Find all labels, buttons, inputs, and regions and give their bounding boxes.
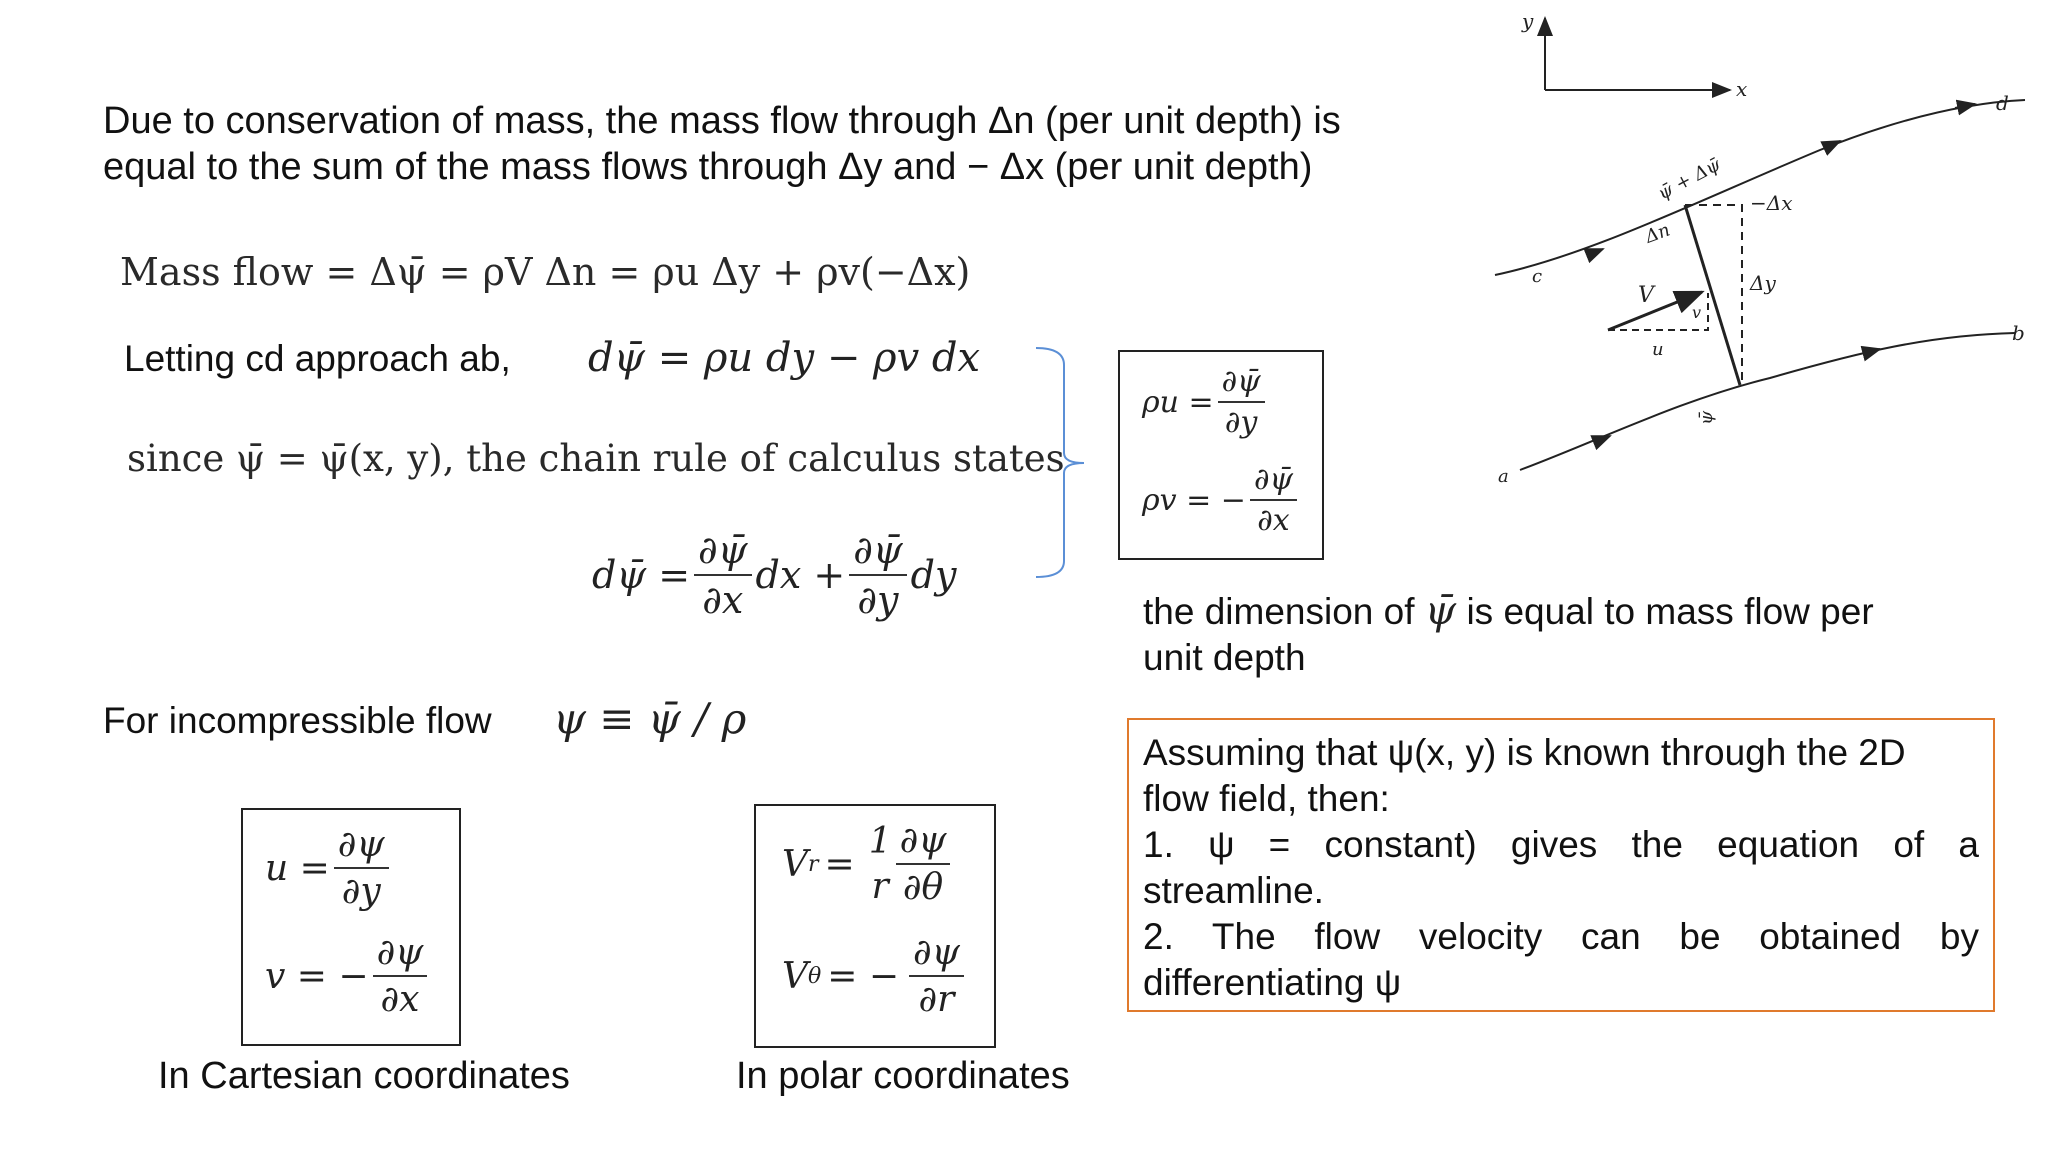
label-delta-n: Δn bbox=[1642, 219, 1673, 248]
label-psi-plus: ψ̄ + Δψ̄ bbox=[1654, 154, 1725, 205]
label-psi: ψ̄ bbox=[1696, 410, 1717, 425]
cartesian-u-fraction bbox=[334, 824, 389, 912]
label-minus-dx: −Δx bbox=[1750, 191, 1793, 215]
polar-vr-equals: = bbox=[824, 843, 855, 885]
letting-label: Letting cd approach ab, bbox=[124, 338, 511, 379]
rho-v-fraction bbox=[1250, 462, 1297, 538]
streamline-ab-arrow-2 bbox=[1865, 349, 1880, 353]
velocity-vector bbox=[1608, 292, 1702, 330]
streamline-diagram bbox=[1440, 0, 2040, 500]
polar-vt-lhs: V bbox=[782, 955, 808, 997]
streamline-ab bbox=[1520, 333, 2015, 470]
polar-vr-subscript: r bbox=[808, 851, 819, 877]
label-dy: Δy bbox=[1750, 271, 1776, 295]
label-c: c bbox=[1532, 266, 1543, 287]
streamline-cd-arrow-2 bbox=[1825, 141, 1840, 148]
incompressible-label: For incompressible flow bbox=[103, 700, 492, 741]
polar-vr-fraction bbox=[896, 820, 951, 908]
chain-rule-equation bbox=[592, 528, 956, 622]
mass-flow-equation: Mass flow = Δψ̄ = ρV Δn = ρu Δy + ρv(−Δx) bbox=[120, 250, 971, 294]
chain-lhs: dψ̄ = bbox=[592, 553, 691, 597]
assumption-line-4: streamline. bbox=[1143, 870, 1324, 911]
rho-v-lhs: ρv = − bbox=[1142, 482, 1246, 518]
polar-vt-numerator: ∂ψ bbox=[909, 932, 964, 977]
label-d: d bbox=[1996, 91, 2009, 115]
polar-vr-coef-numerator: 1 bbox=[868, 821, 892, 862]
streamline-cd-arrow-1 bbox=[1588, 249, 1603, 255]
right-brace bbox=[1030, 345, 1090, 580]
polar-vt-fraction bbox=[909, 932, 964, 1020]
polar-vt-equation bbox=[782, 932, 968, 1020]
cartesian-u-numerator: ∂ψ bbox=[334, 824, 389, 869]
polar-vt-equals: = − bbox=[827, 955, 900, 997]
rho-u-fraction bbox=[1218, 364, 1265, 440]
assumption-line-6: differentiating ψ bbox=[1143, 962, 1402, 1003]
polar-vr-lhs: V bbox=[782, 843, 808, 885]
label-v: v bbox=[1692, 303, 1702, 322]
polar-vr-coef-denominator: r bbox=[871, 866, 889, 907]
axis-y-label: y bbox=[1522, 9, 1534, 33]
rho-u-numerator: ∂ψ̄ bbox=[1218, 364, 1265, 403]
chain-frac2-numerator: ∂ψ̄ bbox=[849, 528, 906, 576]
streamline-cd bbox=[1495, 100, 2025, 275]
polar-vr-coef-fraction bbox=[865, 821, 896, 907]
dimension-text-a: the dimension of bbox=[1143, 591, 1415, 632]
assumption-line-5: 2. The flow velocity can be obtained by bbox=[1143, 916, 1979, 957]
cartesian-caption: In Cartesian coordinates bbox=[158, 1055, 570, 1097]
chain-rule-text: since ψ̄ = ψ̄(x, y), the chain rule of calculus states bbox=[127, 437, 1065, 480]
assumption-line-2: flow field, then: bbox=[1143, 778, 1390, 819]
intro-text bbox=[103, 98, 1341, 190]
partial-derivative-box bbox=[1118, 350, 1324, 560]
cartesian-v-lhs: v = − bbox=[265, 955, 369, 997]
polar-vr-equation bbox=[782, 820, 954, 908]
label-V: V bbox=[1638, 283, 1654, 308]
assumption-line-3: 1. ψ = constant) gives the equation of a bbox=[1143, 824, 1979, 865]
dimension-psi-symbol: ψ̄ bbox=[1424, 588, 1457, 634]
cartesian-u-equation bbox=[265, 824, 393, 912]
polar-vt-subscript: θ bbox=[808, 963, 822, 989]
assumption-box bbox=[1127, 718, 1995, 1012]
cartesian-u-denominator: ∂y bbox=[341, 871, 381, 912]
label-b: b bbox=[2012, 321, 2025, 345]
polar-box bbox=[754, 804, 996, 1048]
chain-frac2-denominator: ∂y bbox=[857, 578, 899, 622]
chain-frac1-numerator: ∂ψ̄ bbox=[694, 528, 751, 576]
dimension-text-b: is equal to mass flow per bbox=[1466, 591, 1874, 632]
rho-u-equation bbox=[1142, 364, 1269, 440]
intro-line-1: Due to conservation of mass, the mass flow through Δn (per unit depth) is bbox=[103, 100, 1341, 142]
cartesian-v-fraction bbox=[373, 932, 428, 1020]
dimension-note bbox=[1143, 588, 1874, 681]
polar-vr-denominator: ∂θ bbox=[902, 867, 944, 908]
label-a: a bbox=[1498, 466, 1509, 487]
dpsi-equation: dψ̄ = ρu dy − ρv dx bbox=[588, 335, 981, 381]
cartesian-v-numerator: ∂ψ bbox=[373, 932, 428, 977]
chain-fraction-2 bbox=[849, 528, 906, 622]
dimension-line-1 bbox=[1143, 588, 1874, 635]
incompressible-formula: ψ ≡ ψ̄ / ρ bbox=[553, 694, 747, 743]
axis-x-label: x bbox=[1736, 77, 1748, 101]
polar-caption: In polar coordinates bbox=[736, 1055, 1070, 1097]
label-u: u bbox=[1652, 339, 1664, 360]
chain-end: dy bbox=[910, 553, 957, 597]
cartesian-v-denominator: ∂x bbox=[380, 979, 420, 1020]
rho-v-denominator: ∂x bbox=[1257, 503, 1290, 538]
chain-mid: dx + bbox=[755, 553, 846, 597]
rho-u-denominator: ∂y bbox=[1224, 405, 1258, 440]
chain-frac1-denominator: ∂x bbox=[702, 578, 744, 622]
polar-vt-denominator: ∂r bbox=[918, 979, 955, 1020]
cartesian-v-equation bbox=[265, 932, 431, 1020]
intro-line-2: equal to the sum of the mass flows through Δy and − Δx (per unit depth) bbox=[103, 146, 1313, 188]
polar-vr-numerator: ∂ψ bbox=[896, 820, 951, 865]
cartesian-u-lhs: u = bbox=[265, 847, 330, 889]
rho-u-lhs: ρu = bbox=[1142, 384, 1214, 420]
dimension-line-2: unit depth bbox=[1143, 637, 1306, 678]
rho-v-equation bbox=[1142, 462, 1301, 538]
chain-fraction-1 bbox=[694, 528, 751, 622]
assumption-line-1: Assuming that ψ(x, y) is known through the 2D bbox=[1143, 732, 1906, 773]
cartesian-box bbox=[241, 808, 461, 1046]
rho-v-numerator: ∂ψ̄ bbox=[1250, 462, 1297, 501]
